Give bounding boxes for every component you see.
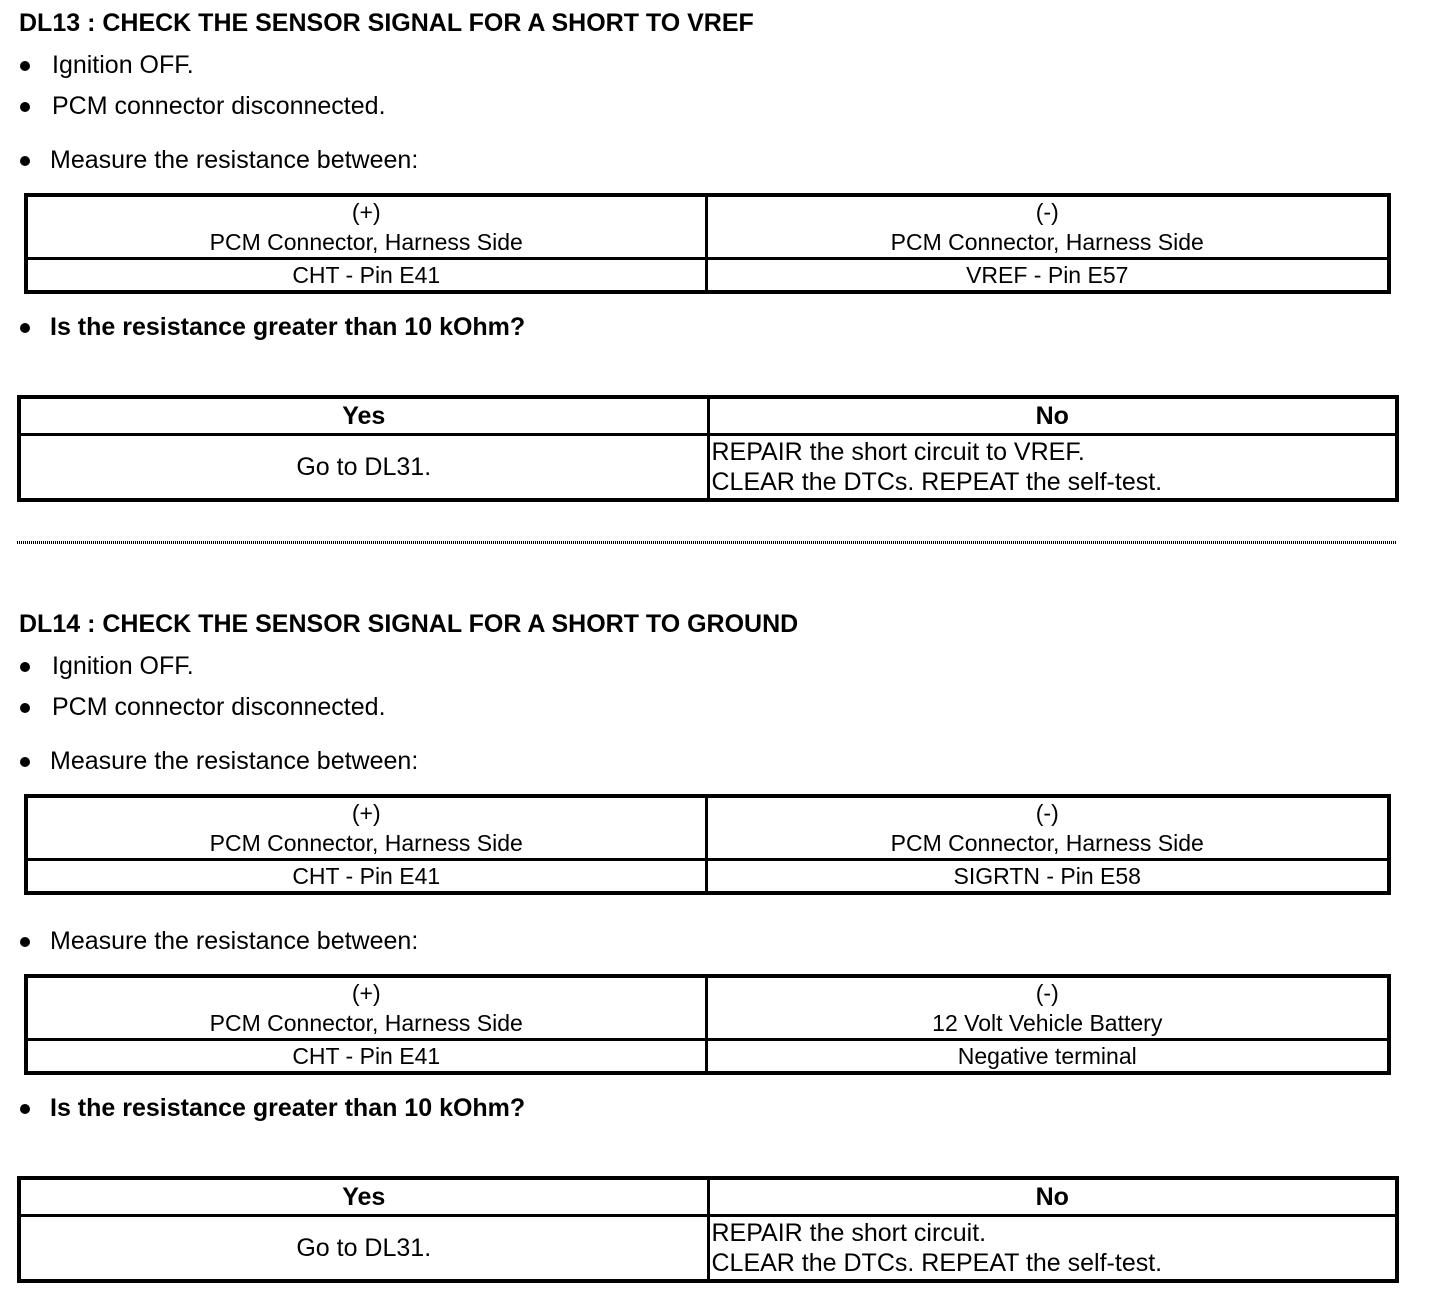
no-action bbox=[708, 435, 1397, 501]
positive-probe-header bbox=[26, 796, 706, 860]
yes-header: Yes bbox=[19, 397, 708, 435]
no-action-line-1: REPAIR the short circuit to VREF. bbox=[711, 438, 1085, 466]
negative-probe-label: PCM Connector, Harness Side bbox=[890, 229, 1204, 255]
bullet-dot bbox=[20, 156, 30, 166]
dl14-bullet-measure-1: Measure the resistance between: bbox=[50, 747, 419, 775]
negative-sign: (-) bbox=[1035, 199, 1059, 225]
positive-probe-value: CHT - Pin E41 bbox=[26, 860, 706, 894]
bullet-dot bbox=[20, 61, 30, 71]
bullet-dot bbox=[20, 662, 30, 672]
positive-probe-header bbox=[26, 195, 706, 259]
positive-probe-label: PCM Connector, Harness Side bbox=[209, 1010, 523, 1036]
dl13-bullet-connector: PCM connector disconnected. bbox=[52, 92, 386, 120]
negative-probe-header bbox=[706, 195, 1389, 259]
no-action-line-2: CLEAR the DTCs. REPEAT the self-test. bbox=[711, 468, 1163, 496]
bullet-dot bbox=[20, 937, 30, 947]
negative-probe-value: VREF - Pin E57 bbox=[706, 259, 1389, 293]
section-separator bbox=[17, 541, 1397, 544]
no-header: No bbox=[708, 397, 1397, 435]
yes-action: Go to DL31. bbox=[19, 1216, 708, 1282]
yes-action: Go to DL31. bbox=[19, 435, 708, 501]
bullet-dot bbox=[20, 323, 30, 333]
negative-probe-header bbox=[706, 976, 1389, 1040]
no-header: No bbox=[708, 1178, 1397, 1216]
negative-probe-label: 12 Volt Vehicle Battery bbox=[932, 1010, 1163, 1036]
no-action-line-1: REPAIR the short circuit. bbox=[711, 1219, 987, 1247]
dl13-result-table bbox=[17, 395, 1399, 502]
no-action-line-2: CLEAR the DTCs. REPEAT the self-test. bbox=[711, 1249, 1163, 1277]
negative-sign: (-) bbox=[1035, 800, 1059, 826]
yes-header: Yes bbox=[19, 1178, 708, 1216]
negative-sign: (-) bbox=[1035, 980, 1059, 1006]
positive-probe-header bbox=[26, 976, 706, 1040]
positive-probe-label: PCM Connector, Harness Side bbox=[209, 830, 523, 856]
bullet-dot bbox=[20, 102, 30, 112]
dl13-heading: DL13 : CHECK THE SENSOR SIGNAL FOR A SHORT TO VREF bbox=[19, 9, 754, 37]
dl13-measure-table bbox=[24, 193, 1391, 294]
dl14-bullet-measure-2: Measure the resistance between: bbox=[50, 927, 419, 955]
positive-probe-label: PCM Connector, Harness Side bbox=[209, 229, 523, 255]
dl13-bullet-ignition: Ignition OFF. bbox=[52, 51, 194, 79]
bullet-dot bbox=[20, 757, 30, 767]
dl14-heading: DL14 : CHECK THE SENSOR SIGNAL FOR A SHORT TO GROUND bbox=[19, 610, 799, 638]
dl14-bullet-ignition: Ignition OFF. bbox=[52, 652, 194, 680]
positive-sign: (+) bbox=[351, 800, 381, 826]
positive-probe-value: CHT - Pin E41 bbox=[26, 1040, 706, 1074]
dl14-bullet-connector: PCM connector disconnected. bbox=[52, 693, 386, 721]
negative-probe-value: Negative terminal bbox=[706, 1040, 1389, 1074]
dl14-measure-table-2 bbox=[24, 974, 1391, 1075]
positive-sign: (+) bbox=[351, 199, 381, 225]
positive-probe-value: CHT - Pin E41 bbox=[26, 259, 706, 293]
dl14-measure-table-1 bbox=[24, 794, 1391, 895]
positive-sign: (+) bbox=[351, 980, 381, 1006]
negative-probe-label: PCM Connector, Harness Side bbox=[890, 830, 1204, 856]
negative-probe-value: SIGRTN - Pin E58 bbox=[706, 860, 1389, 894]
bullet-dot bbox=[20, 1104, 30, 1114]
bullet-dot bbox=[20, 703, 30, 713]
dl14-question: Is the resistance greater than 10 kOhm? bbox=[50, 1094, 526, 1122]
no-action bbox=[708, 1216, 1397, 1282]
dl14-result-table bbox=[17, 1176, 1399, 1283]
negative-probe-header bbox=[706, 796, 1389, 860]
dl13-bullet-measure: Measure the resistance between: bbox=[50, 146, 419, 174]
dl13-question: Is the resistance greater than 10 kOhm? bbox=[50, 313, 526, 341]
